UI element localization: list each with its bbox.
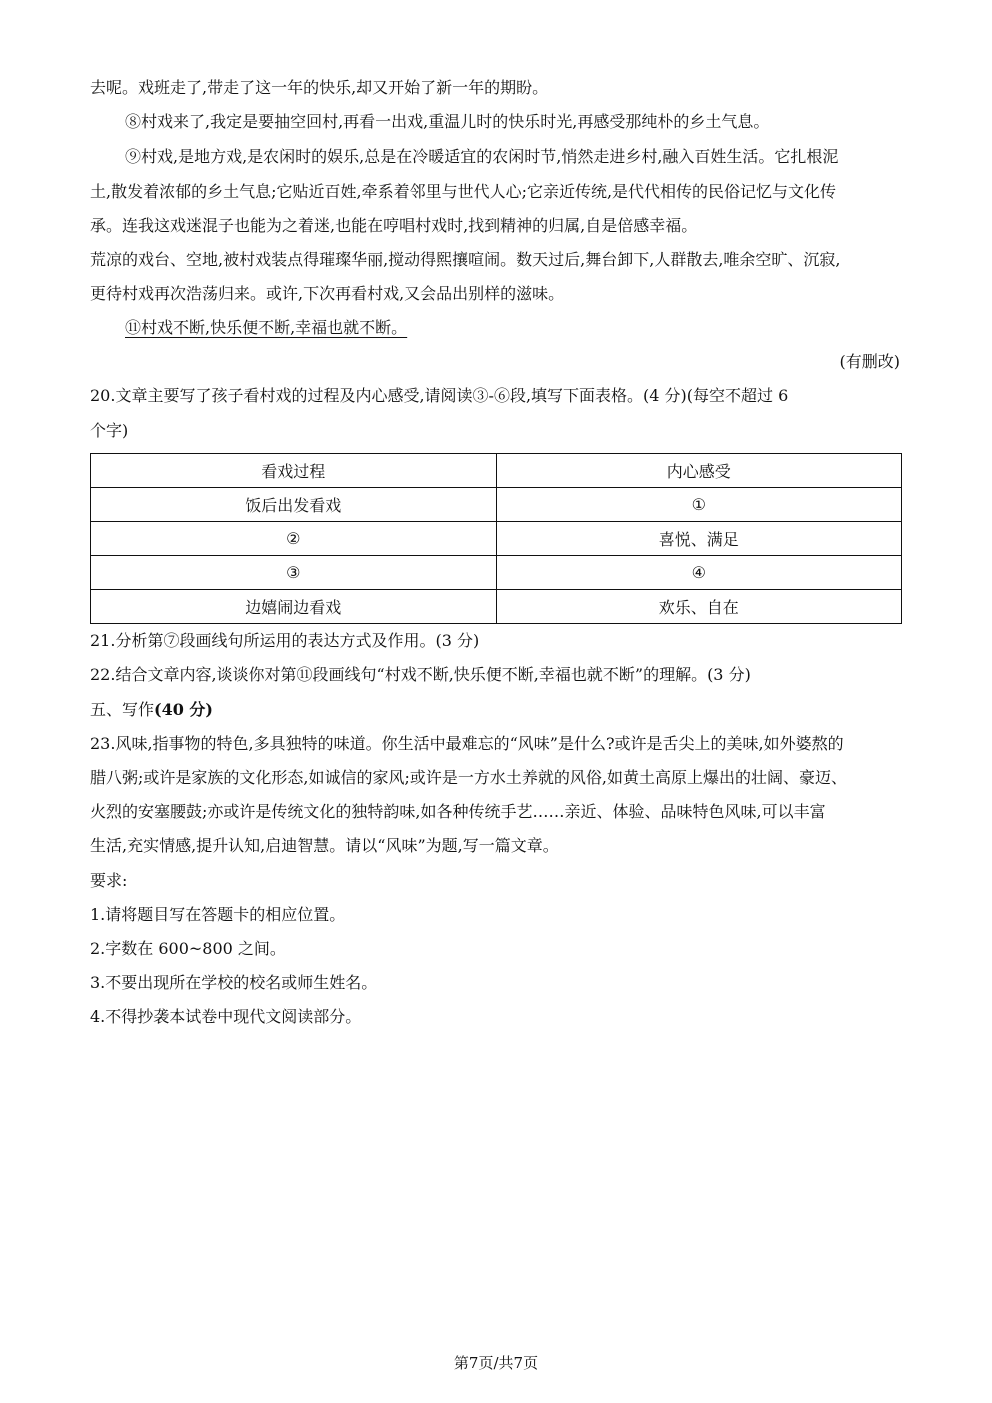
requirement-item: 1.请将题目写在答题卡的相应位置。	[90, 905, 346, 924]
question-23-line-3: 火烈的安塞腰鼓;亦或许是传统文化的独特韵味,如各种传统手艺……亲近、体验、品味特色风味,可以丰富	[90, 802, 826, 821]
table-row	[91, 522, 902, 556]
table-row	[91, 556, 902, 590]
paragraph-11-underlined: ⑪村戏不断,快乐便不断,幸福也就不断。	[125, 318, 408, 337]
edit-note: (有删改)	[839, 352, 900, 371]
question-23-line-4: 生活,充实情感,提升认知,启迪智慧。请以“风味”为题,写一篇文章。	[90, 836, 559, 855]
table-header-cell: 看戏过程	[91, 454, 497, 488]
paragraph-10-line-1: 荒凉的戏台、空地,被村戏装点得璀璨华丽,搅动得熙攘喧闹。数天过后,舞台卸下,人群散去,唯余空旷、沉寂,	[90, 250, 841, 269]
section-5-title: 五、写作	[90, 700, 155, 719]
requirement-item: 4.不得抄袭本试卷中现代文阅读部分。	[90, 1007, 362, 1026]
table-row	[91, 488, 902, 522]
table-row	[91, 590, 902, 624]
paragraph-8: ⑧村戏来了,我定是要抽空回村,再看一出戏,重温儿时的快乐时光,再感受那纯朴的乡土气息。	[125, 112, 770, 131]
question-22: 22.结合文章内容,谈谈你对第⑪段画线句“村戏不断,快乐便不断,幸福也就不断”的理解。(3 分)	[90, 665, 751, 684]
paragraph-9-line-1: ⑨村戏,是地方戏,是农闲时的娱乐,总是在冷暖适宜的农闲时节,悄然走进乡村,融入百姓生活。它扎根泥	[125, 147, 839, 166]
answer-table	[90, 453, 902, 624]
paragraph-9-line-3: 承。连我这戏迷混子也能为之着迷,也能在哼唱村戏时,找到精神的归属,自是倍感幸福。	[90, 216, 698, 235]
paragraph-7-end: 去呢。戏班走了,带走了这一年的快乐,却又开始了新一年的期盼。	[90, 78, 549, 97]
paragraph-10-line-2: 更待村戏再次浩荡归来。或许,下次再看村戏,又会品出别样的滋味。	[90, 284, 565, 303]
table-cell: 饭后出发看戏	[91, 488, 497, 522]
table-cell: 欢乐、自在	[496, 590, 902, 624]
question-23-line-1: 23.风味,指事物的特色,多具独特的味道。你生活中最难忘的“风味”是什么?或许是舌尖上的美味,如外婆熬的	[90, 734, 844, 753]
table-cell: ②	[91, 522, 497, 556]
question-21: 21.分析第⑦段画线句所运用的表达方式及作用。(3 分)	[90, 631, 480, 650]
requirement-item: 3.不要出现所在学校的校名或师生姓名。	[90, 973, 378, 992]
section-5-points: (40 分)	[154, 700, 213, 719]
requirements-title: 要求:	[90, 871, 128, 890]
table-cell: 喜悦、满足	[496, 522, 902, 556]
table-cell: ①	[496, 488, 902, 522]
table-cell: ④	[496, 556, 902, 590]
page-number: 第7页/共7页	[453, 1354, 539, 1372]
table-cell: 边嬉闹边看戏	[91, 590, 497, 624]
requirement-item: 2.字数在 600~800 之间。	[90, 939, 286, 958]
section-5-heading	[90, 700, 213, 720]
question-20-line-2: 个字)	[90, 421, 129, 440]
question-23-line-2: 腊八粥;或许是家族的文化形态,如诚信的家风;或许是一方水土养就的风俗,如黄土高原上爆出的壮阔、豪迈、	[90, 768, 847, 787]
table-cell: ③	[91, 556, 497, 590]
table-header-row	[91, 454, 902, 488]
paragraph-9-line-2: 土,散发着浓郁的乡土气息;它贴近百姓,牵系着邻里与世代人心;它亲近传统,是代代相传的民俗记忆与文化传	[90, 182, 837, 201]
table-header-cell: 内心感受	[496, 454, 902, 488]
question-20-line-1: 20.文章主要写了孩子看村戏的过程及内心感受,请阅读③-⑥段,填写下面表格。(4 分)(每空不超过 6	[90, 386, 789, 405]
